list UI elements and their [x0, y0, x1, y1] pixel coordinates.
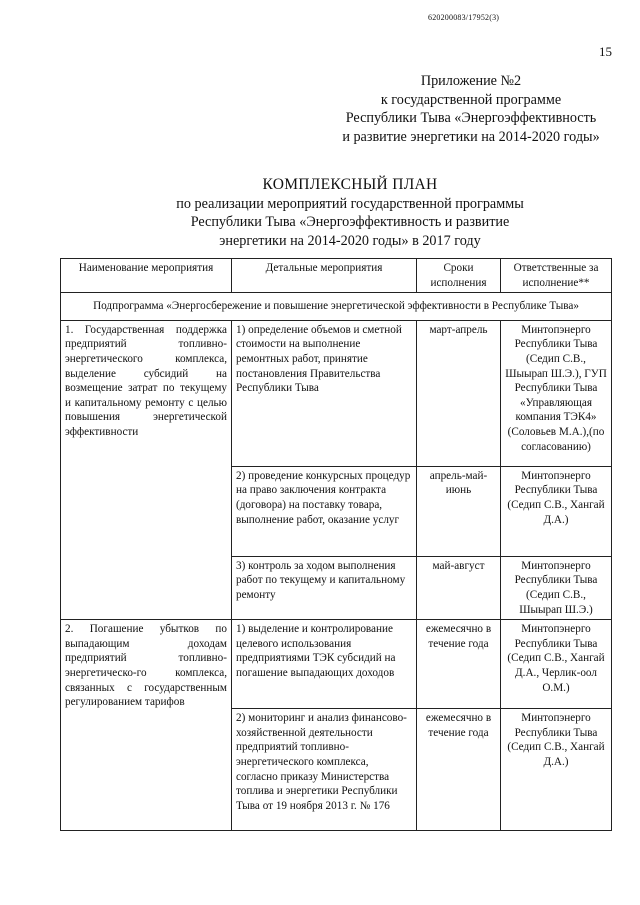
- header-cell-responsible: Ответственные за исполнение**: [501, 259, 612, 293]
- term-cell: ежемесячно в течение года: [417, 709, 501, 831]
- detail-cell: 2) проведение конкурсных процедур на право заключения контракта (договора) на поставку товара, выполнение работ, оказание услуг: [232, 466, 417, 556]
- title-line: по реализации мероприятий государственной программы: [176, 195, 524, 212]
- subprogram-row: [61, 293, 612, 321]
- detail-cell: 2) мониторинг и анализ финансово-хозяйственной деятельности предприятий топливно-энергетического комплекса, согласно приказу Министерства топлива и энергетики Республики Тыва от 19 ноября 2013 г. № 176: [232, 709, 417, 831]
- activity-name-cell: 2. Погашение убытков по выпадающим доходам предприятий топливно-энергетическо-го комплекса, связанных с государственным регулированием тарифов: [61, 620, 232, 831]
- document-title: [110, 176, 590, 250]
- responsible-cell: Минтопэнерго Республики Тыва (Седип С.В., Хангай Д.А.): [501, 466, 612, 556]
- page-number: 15: [599, 44, 612, 59]
- term-cell: апрель-май-июнь: [417, 466, 501, 556]
- table-row: [61, 320, 612, 466]
- appendix-block: [330, 72, 612, 146]
- header-cell-term: Сроки исполнения: [417, 259, 501, 293]
- responsible-cell: Минтопэнерго Республики Тыва (Седип С.В., Хангай Д.А.): [501, 709, 612, 831]
- table-header-row: [61, 259, 612, 293]
- header-cell-name: Наименование мероприятия: [61, 259, 232, 293]
- table-row: [61, 620, 612, 709]
- detail-cell: 3) контроль за ходом выполнения работ по текущему и капитальному ремонту: [232, 556, 417, 619]
- term-cell: март-апрель: [417, 320, 501, 466]
- activity-name-cell: 1. Государственная поддержка предприятий топливно-энергетического комплекса, выделение субсидий на возмещение затрат по текущему и капитальному ремонту с целью повышения энергетической эффективности: [61, 320, 232, 619]
- appendix-line: Приложение №2: [420, 73, 522, 89]
- detail-cell: 1) определение объемов и сметной стоимости на выполнение ремонтных работ, принятие постановления Правительства Республики Тыва: [232, 320, 417, 466]
- appendix-line: Республики Тыва «Энергоэффективность: [345, 110, 597, 126]
- appendix-line: к государственной программе: [380, 91, 562, 108]
- subprogram-title: Подпрограмма «Энергосбережение и повышение энергетической эффективности в Республике Тыва»: [61, 293, 612, 321]
- responsible-cell: Минтопэнерго Республики Тыва (Седип С.В., Шыырап Ш.Э.): [501, 556, 612, 619]
- term-cell: ежемесячно в течение года: [417, 620, 501, 709]
- responsible-cell: Минтопэнерго Республики Тыва (Седип С.В., Хангай Д.А., Черлик-оол О.М.): [501, 620, 612, 709]
- responsible-cell: Минтопэнерго Республики Тыва (Седип С.В., Шыырап Ш.Э.), ГУП Республики Тыва «Управляющая компания ТЭК4» (Соловьев М.А.),(по согласованию): [501, 320, 612, 466]
- title-line: энергетики на 2014-2020 годы» в 2017 году: [219, 232, 481, 249]
- plan-table: [60, 258, 612, 831]
- title-line: Республики Тыва «Энергоэффективность и развитие: [190, 214, 510, 230]
- term-cell: май-август: [417, 556, 501, 619]
- header-cell-detail: Детальные мероприятия: [232, 259, 417, 293]
- detail-cell: 1) выделение и контролирование целевого использования предприятиями ТЭК субсидий на погашение выпадающих доходов: [232, 620, 417, 709]
- document-number: 620200083/17952(3): [428, 13, 500, 22]
- title-heading: КОМПЛЕКСНЫЙ ПЛАН: [262, 176, 438, 193]
- appendix-line: и развитие энергетики на 2014-2020 годы»: [342, 128, 600, 145]
